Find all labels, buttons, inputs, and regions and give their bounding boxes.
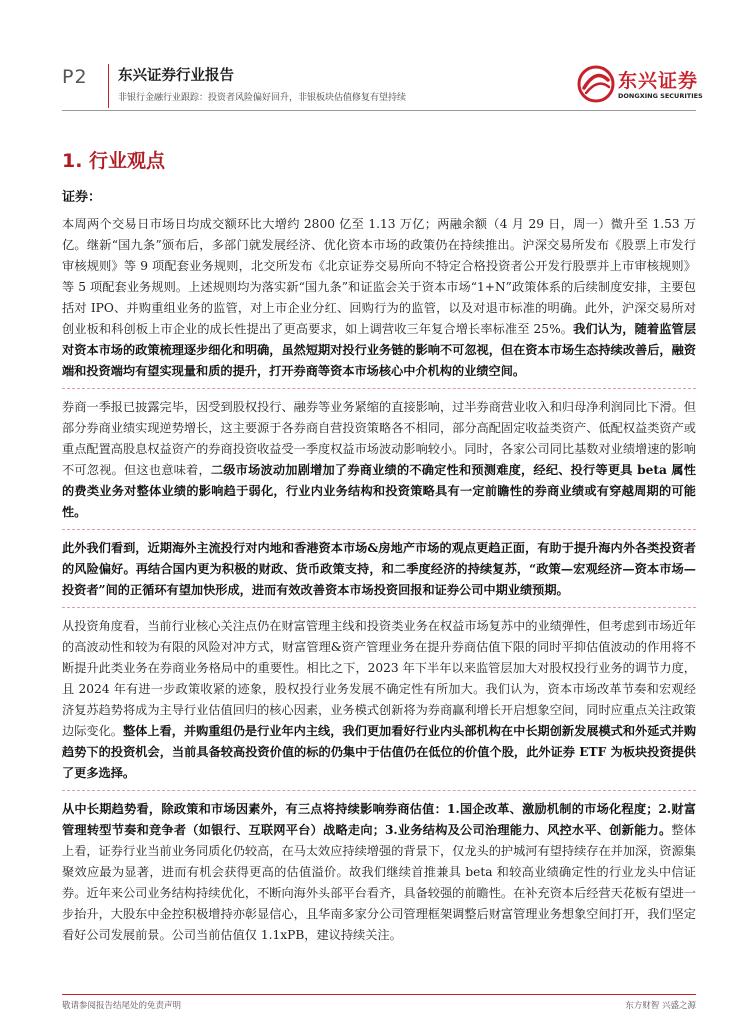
emphasis-text: 整体上看，并购重组仍是行业年内主线，我们更加看好行业内头部机构在中长期创新发展模式和外延式并购趋势下的投资机会，当前具备较高投资价值的标的仍集中于估值仍在低位的价值个股，此外证券 ETF 为板块投资提供了更多选择。 (62, 724, 697, 780)
body-text: 从投资角度看，当前行业核心关注点仍在财富管理主线和投资类业务在权益市场复苏中的业绩弹性，但考虑到市场近年的高波动性和较为有限的风险对冲方式，财富管理&资产管理业务在提升券商估值下限的同时平抑估值波动的作用将不断提升此类业务在券商业务格局中的重要性。相比之下，2023 年下半年以来监管层加大对股权投行业务的调节力度，且 2024 年有进一步政策收紧的迹象，股权投行业务发展不确定性有所加大。我们认为，资本市场改革节奏和宏观经济复苏趋势将成为主导行业估值回归的核心因素，业务模式创新将为券商赢利增长开启想象空间，同时应重点关注政策边际变化。 (62, 619, 696, 738)
logo-mark-icon (576, 64, 616, 104)
emphasis-text: 此外我们看到，近期海外主流投行对内地和香港资本市场&房地产市场的观点更趋正面，有助于提升海内外各类投资者的风险偏好。再结合国内更为积极的财政、货币政策支持，和二季度经济的持续复苏，“政策—宏观经济—资本市场—投资者”间的正循环有望加快形成，进而有效改善资本市场投资回报和证券公司中期业绩预期。 (62, 541, 696, 597)
logo-text-cn: 东兴证券 (618, 70, 699, 92)
header-divider (108, 64, 109, 108)
paragraph (62, 397, 696, 523)
body-text: 整体上看，证券行业当前业务同质化仍较高，在马太效应持续增强的背景下，仅龙头的护城河有望持续存在并加深，资源集聚效应最为显著，进而有机会获得更高的估值溢价。故我们继续首推兼具 beta 和较高业绩确定性的行业龙头中信证券。近年来公司业务结构持续优化，不断向海外头部平台看齐，具备较强的前瞻性。在补充资本后经营天花板有望进一步抬升，大股东中金控积极增持亦彰显信心，且华南多家分公司管理框架调整后财富管理业务想象空间打开，我们坚定看好公司发展前景。公司当前估值仅 1.1xPB，建议持续关注。 (62, 823, 696, 942)
report-series-title: 东兴证券行业报告 (118, 68, 234, 84)
report-header (0, 0, 755, 110)
emphasis-text: 从中长期趋势看，除政策和市场因素外，有三点将持续影响券商估值：1.国企改革、激励机制的市场化程度；2.财富管理转型节奏和竞争者（如银行、互联网平台）战略走向；3.业务结构及公司治理能力、风控水平、创新能力。 (62, 802, 696, 837)
page-number: P2 (62, 66, 88, 88)
paragraph (62, 799, 696, 946)
paragraph-separator (62, 529, 696, 531)
report-footer (62, 994, 696, 1014)
paragraph (62, 538, 696, 601)
paragraphs (62, 214, 696, 946)
section-title: 1. 行业观点 (62, 150, 166, 172)
emphasis-text: 二级市场波动加剧增加了券商业绩的不确定性和预测难度，经纪、投行等更具 beta 属性的费类业务对整体业绩的影响趋于弱化，行业内业务结构和投资策略具有一定前瞻性的券商业绩或有穿越周期的可能性。 (62, 463, 696, 519)
footer-rule (62, 994, 696, 995)
logo-text-en: DONGXING SECURITIES (618, 92, 703, 100)
header-rule (62, 110, 696, 111)
paragraph-separator (62, 388, 696, 390)
report-subtitle: 非银行金融行业跟踪：投资者风险偏好回升，非银板块估值修复有望持续 (118, 93, 407, 103)
paragraph (62, 616, 696, 784)
disclaimer-note: 敬请参阅报告结尾处的免责声明 (62, 1001, 182, 1011)
company-logo (576, 64, 703, 104)
paragraph-separator (62, 790, 696, 792)
paragraph (62, 214, 696, 382)
company-slogan: 东方财智 兴盛之源 (625, 1001, 696, 1011)
emphasis-text: 我们认为，随着监管层对资本市场的政策梳理逐步细化和明确，虽然短期对投行业务链的影响不可忽视，但在资本市场生态持续改善后，融资端和投资端均有望实现量和质的提升，打开券商等资本市场核心中介机构的业绩空间。 (62, 322, 697, 378)
body-text: 本周两个交易日市场日均成交额环比大增约 2800 亿至 1.13 万亿；两融余额（4 月 29 日，周一）微升至 1.53 万亿。继新“国九条”颁布后，多部门就发展经济、优化资本市场的政策仍在持续推出。沪深交易所发布《股票上市发行审核规则》等 9 项配套业务规则，北交所发布《北京证券交易所向不特定合格投资者公开发行股票并上市审核规则》等 5 项配套业务规则。上述规则均为落实新“国九条”和证监会关于资本市场“1+N”政策体系的后续制度安排，主要包括对 IPO、并购重组业务的监管，对上市企业分红、回购行为的监管，以及对退市标准的明确。此外，沪深交易所对创业板和科创板上市企业的成长性提出了更高要求，如上调营收三年复合增长率标准至 25%。 (62, 217, 696, 336)
report-body (62, 188, 696, 946)
sector-label: 证券： (62, 190, 102, 205)
body-text: 券商一季报已披露完毕，因受到股权投行、融券等业务紧缩的直接影响，过半券商营业收入和归母净利润同比下滑。但部分券商业绩实现逆势增长，这主要源于各券商自营投资策略各不相同，部分高配固定收益类资产、低配权益类资产或重点配置高股息权益资产的券商投资收益受一季度权益市场波动影响较小。同时，各家公司同比基数对业绩增速的影响不可忽视。但这也意味着， (62, 400, 696, 477)
paragraph-separator (62, 607, 696, 609)
